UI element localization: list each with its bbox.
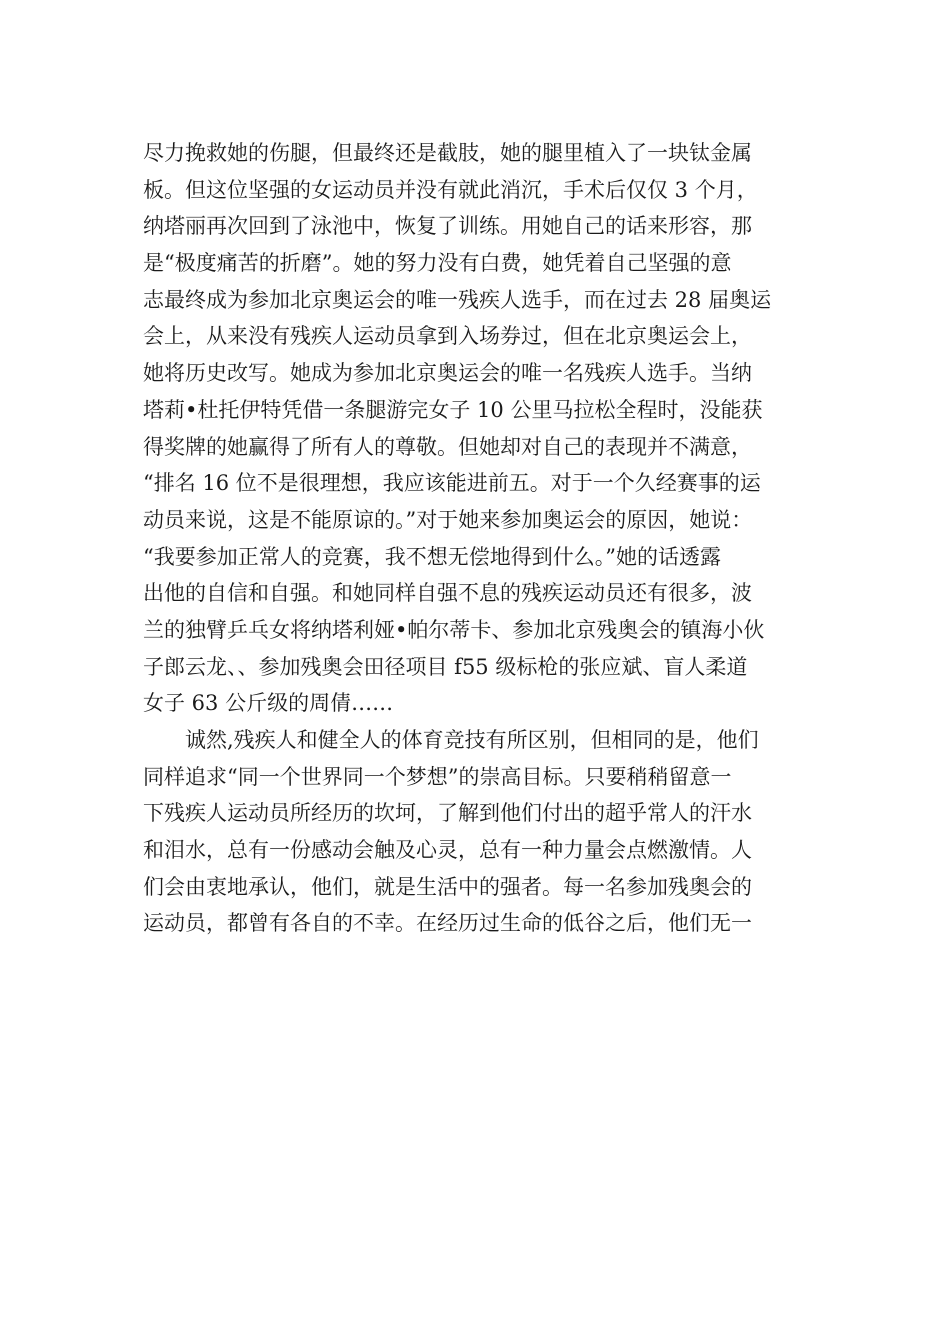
text-line: 是“极度痛苦的折磨”。她的努力没有白费，她凭着自己坚强的意 [143, 251, 732, 276]
text-line: 们会由衷地承认，他们，就是生活中的强者。每一名参加残奥会的 [143, 874, 752, 899]
text-line: 得奖牌的她赢得了所有人的尊敬。但她却对自己的表现并不满意， [143, 434, 752, 459]
text-line: 她将历史改写。她成为参加北京奥运会的唯一名残疾人选手。当纳 [143, 361, 752, 386]
text-line: 尽力挽救她的伤腿，但最终还是截肢，她的腿里植入了一块钛金属 [143, 141, 752, 165]
text-line: “排名 16 位不是很理想，我应该能进前五。对于一个久经赛事的运 [143, 471, 761, 496]
text-line: 塔莉•杜托伊特凭借一条腿游完女子 10 公里马拉松全程时，没能获 [143, 397, 763, 422]
text-line: 志最终成为参加北京奥运会的唯一残疾人选手，而在过去 28 届奥运 [143, 287, 772, 312]
text-line: 运动员，都曾有各自的不幸。在经历过生命的低谷之后，他们无一 [143, 911, 752, 936]
text-line: 板。但这位坚强的女运动员并没有就此消沉，手术后仅仅 3 个月， [143, 177, 758, 202]
text-line: 同样追求“同一个世界同一个梦想”的崇高目标。只要稍稍留意一 [143, 764, 732, 789]
text-line: 出他的自信和自强。和她同样自强不息的残疾运动员还有很多，波 [143, 581, 752, 606]
text-line: 兰的独臂乒乓女将纳塔利娅•帕尔蒂卡、参加北京残奥会的镇海小伙 [143, 617, 765, 642]
text-line: 子郎云龙、、参加残奥会田径项目 f55 级标枪的张应斌、盲人柔道 [143, 654, 748, 679]
text-line: 和泪水，总有一份感动会触及心灵，总有一种力量会点燃激情。人 [143, 838, 752, 863]
text-line: 下残疾人运动员所经历的坎坷，了解到他们付出的超乎常人的汗水 [143, 801, 752, 826]
text-line: 女子 63 公斤级的周倩…… [143, 691, 394, 716]
paragraph-first-line: 诚然,残疾人和健全人的体育竞技有所区别，但相同的是，他们 [185, 728, 759, 752]
body-text [143, 135, 823, 942]
text-line: 动员来说，这是不能原谅的。”对于她来参加奥运会的原因，她说： [143, 507, 753, 532]
text-line: 会上，从来没有残疾人运动员拿到入场券过，但在北京奥运会上， [143, 324, 752, 349]
text-line: “我要参加正常人的竞赛，我不想无偿地得到什么。”她的话透露 [143, 544, 721, 569]
text-line: 纳塔丽再次回到了泳池中，恢复了训练。用她自己的话来形容，那 [143, 214, 752, 239]
